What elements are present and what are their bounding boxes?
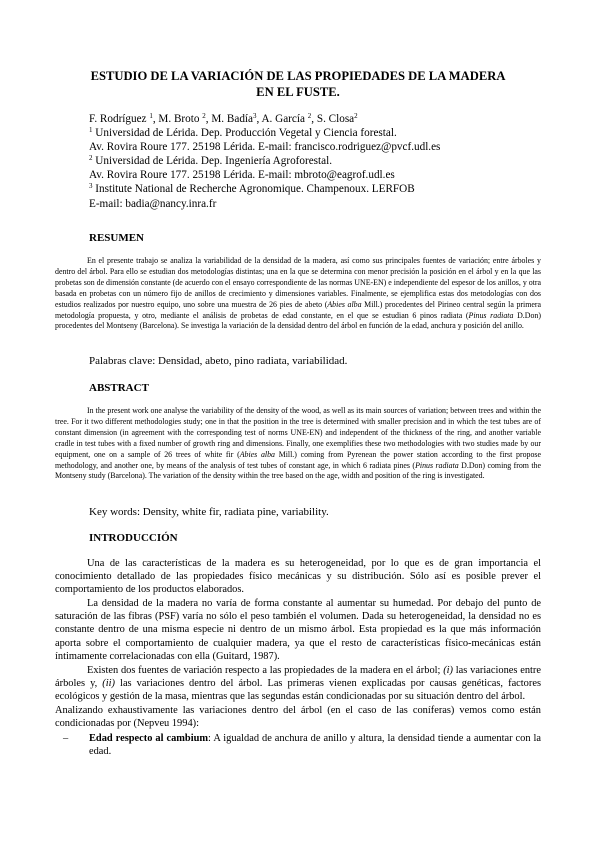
paper-title — [40, 68, 556, 100]
affiliation-3 — [89, 182, 569, 196]
authors-block — [89, 112, 569, 211]
author-3-sup: 3 — [252, 112, 257, 120]
author-5-sup: 2 — [354, 112, 358, 120]
intro-body — [55, 557, 541, 758]
affiliation-1-address: Av. Rovira Roure 177. 25198 Lérida. E-mail: francisco.rodriguez@pvcf.udl.es — [89, 141, 441, 154]
affiliation-2-address: Av. Rovira Roure 177. 25198 Lérida. E-mail: mbroto@eagrof.udl.es — [89, 169, 395, 182]
title-line-2: EN EL FUSTE. — [256, 85, 340, 99]
title-line-1: ESTUDIO DE LA VARIACIÓN DE LAS PROPIEDADES DE LA MADERA — [90, 69, 506, 83]
abstract-species-1: Abies alba — [239, 449, 275, 459]
intro-p3-part-3: las variaciones dentro del árbol. Las primeras vienen explicadas por causas genéticas, factores ecológicos y gestión de la masa, mientras que las segundas están condicionadas por su situación dentro del árbol. — [55, 677, 541, 702]
author-4: , A. García — [256, 113, 308, 125]
resumen-species-1: Abies alba — [327, 299, 362, 309]
affiliation-2-sup: 2 — [89, 154, 93, 163]
intro-p3-marker-1: (i) — [443, 664, 454, 676]
abstract-species-2: Pinus radiata — [415, 460, 459, 470]
abstract-keywords: Key words: Density, white fir, radiata pine, variability. — [89, 506, 329, 518]
bullet-term: Edad respecto al cambium — [89, 733, 209, 745]
affiliation-3-text: Institute National de Recherche Agronomique. Champenoux. LERFOB — [92, 183, 415, 196]
author-list — [89, 112, 569, 126]
resumen-part-2: Mill.) procedentes del Pirineo central según la primera metodología propuesta, y otro, mediante el análisis de probetas de edad constante, en el que se estudian 6 pinos radiata ( — [55, 299, 541, 320]
author-4-sup: 2 — [307, 112, 312, 120]
abstract-part-2: Mill.) coming from Pyrenean the power station according to the first propose methodology, and another one, by means of the analysis of test tubes of constant age, in which 6 radiata pines ( — [55, 449, 541, 470]
author-2-sup: 2 — [202, 112, 206, 120]
resumen-heading: RESUMEN — [89, 232, 145, 244]
intro-paragraph-2: La densidad de la madera no varía de forma constante al aumentar su humedad. Por debajo del punto de saturación de las fibras (PSF) varía no sólo el peso también el volumen. Dada su heterogeneidad, la densidad no es constante dentro de una misma especie ni dentro de un mismo árbol. Esta propiedad es la que más información aporta sobre el comportamiento de cualquier madera, ya que el resto de características físico-mecánicas están íntimamente correlacionadas con ella (Guitard, 1987). — [55, 598, 541, 662]
intro-paragraph-3 — [55, 664, 541, 703]
resumen-part-1: En el presente trabajo se analiza la variabilidad de la densidad de la madera, así como sus principales fuentes de variación; entre árboles y dentro del árbol. Para ello se estudian dos metodologías distintas; una en la que se determina con menor precisión la posición en el árbol y en la que las probetas son de dimensión constante (de acuerdo con el ensayo correspondiente de las normas UNE-EN) e independiente del espesor de los anillos, y otra basada en probetas con un número fijo de anillos de crecimiento y dimensiones variables. Finalmente, se ejemplifica estas dos metodologías con dos estudios realizados por nuestro equipo, uno sobre una muestra de 26 pies de abeto ( — [55, 256, 541, 309]
intro-p3-part-1: Existen dos fuentes de variación respecto a las propiedades de la madera en el árbol; — [87, 664, 444, 676]
intro-heading: INTRODUCCIÓN — [89, 532, 178, 544]
intro-p3-part-2: las variaciones entre árboles y, — [55, 664, 541, 689]
author-5: , S. Closa — [311, 113, 355, 125]
intro-p3-marker-2: (ii) — [102, 677, 115, 689]
author-1-sup: 1 — [149, 112, 153, 120]
affiliation-1-text: Universidad de Lérida. Dep. Producción Vegetal y Ciencia forestal. — [92, 127, 397, 140]
abstract-part-3: D.Don) coming from the Montseny study (Barcelona). The variation of the density within the tree based on the age, width and position of the ring is investigated. — [55, 460, 542, 481]
author-3: , M. Badía — [205, 113, 253, 125]
intro-paragraph-1: Una de las características de la madera es su heterogeneidad, por lo que es de gran importancia el conocimiento detallado de las propiedades físico mecánicas y su distribución. Sólo así es posible prever el comportamiento de los productos elaborados. — [55, 558, 541, 596]
author-2: , M. Broto — [152, 113, 203, 125]
affiliation-2 — [89, 154, 569, 168]
affiliation-1-sup: 1 — [89, 126, 93, 135]
affiliation-3-sup: 3 — [89, 182, 93, 191]
author-1: F. Rodríguez — [89, 113, 150, 125]
resumen-part-3: D.Don) procedentes del Montseny (Barcelona). Se investiga la variación de la densidad dentro del árbol en función de la edad, anchura y posición del anillo. — [55, 310, 541, 331]
affiliation-2-text: Universidad de Lérida. Dep. Ingeniería Agroforestal. — [92, 155, 333, 168]
resumen-keywords: Palabras clave: Densidad, abeto, pino radiata, variabilidad. — [89, 355, 348, 367]
abstract-heading: ABSTRACT — [89, 382, 149, 394]
list-item — [55, 732, 541, 758]
abstract-text — [55, 406, 541, 482]
bullet-dash: – — [63, 733, 69, 745]
intro-paragraph-4: Analizando exhaustivamente las variaciones dentro del árbol (en el caso de las coníferas) vemos como están condicionadas por (Nepveu 1994): — [55, 705, 541, 730]
affiliation-1 — [89, 126, 569, 140]
bullet-text: : A igualdad de anchura de anillo y altura, la densidad tiende a aumentar con la edad. — [89, 733, 542, 758]
abstract-part-1: In the present work one analyse the variability of the density of the wood, as well as its main sources of variation; between trees and within the tree. For it two different methodologies study; one in that the position in the tree is determined with smaller precision and in which the test tubes are of constant dimension (in agreement with the corresponding test of norms UNE-EN) and independent of the thickness of the ring, and another variable cradle in test tubes with a fixed number of growth ring and dimensions. Finally, one exemplifies these two methodologies with two studies made by our equipment, one on a sample of 26 trees of white fir ( — [55, 406, 541, 459]
affiliation-3-email: E-mail: badia@nancy.inra.fr — [89, 197, 217, 210]
resumen-text — [55, 256, 541, 332]
resumen-species-2: Pinus radiata — [468, 310, 514, 320]
